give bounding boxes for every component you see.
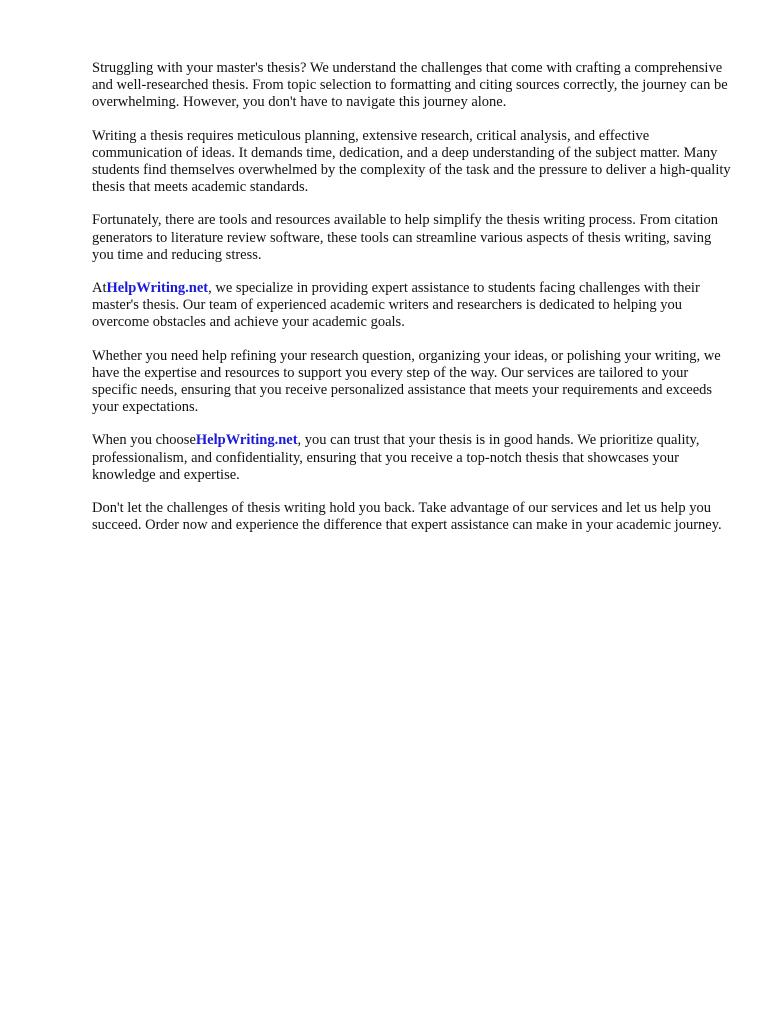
document-body xyxy=(92,60,732,550)
paragraph-text: , you can trust that your thesis is in good hands. We prioritize quality, professionalism, and confidentiality, ensuring that you receive a top-notch thesis that showcases your knowledge and expertise. xyxy=(92,432,700,483)
helpwriting-link[interactable]: HelpWriting.net xyxy=(106,280,209,297)
paragraph-text: Writing a thesis requires meticulous planning, extensive research, critical analysis, and effective communication of ideas. It demands time, dedication, and a deep understanding of the subject matter. Many students find themselves overwhelmed by the complexity of the task and the pressure to deliver a high-quality thesis that meets academic standards. xyxy=(92,127,731,196)
paragraph-support xyxy=(92,348,732,417)
paragraph-choose xyxy=(92,432,732,484)
paragraph-tools xyxy=(92,212,732,264)
paragraph-text: Whether you need help refining your research question, organizing your ideas, or polishing your writing, we have the expertise and resources to support you every step of the way. Our services are tailored to your specific needs, ensuring that you receive personalized assistance that meets your requirements and exceeds your expectations. xyxy=(92,347,721,416)
helpwriting-link[interactable]: HelpWriting.net xyxy=(195,432,298,449)
paragraph-intro xyxy=(92,60,732,112)
paragraph-lead-text: At xyxy=(92,280,107,297)
paragraph-lead-text: When you choose xyxy=(92,432,196,449)
paragraph-requirements xyxy=(92,128,732,197)
paragraph-closing xyxy=(92,500,732,534)
paragraph-text: Struggling with your master's thesis? We understand the challenges that come with crafting a comprehensive and well-researched thesis. From topic selection to formatting and citing sources correctly, the journey can be overwhelming. However, you don't have to navigate this journey alone. xyxy=(92,60,728,111)
paragraph-text: Don't let the challenges of thesis writing hold you back. Take advantage of our services and let us help you succeed. Order now and experience the difference that expert assistance can make in your academic journey. xyxy=(92,500,722,534)
paragraph-service xyxy=(92,280,732,332)
paragraph-text: Fortunately, there are tools and resources available to help simplify the thesis writing process. From citation generators to literature review software, these tools can streamline various aspects of thesis writing, saving you time and reducing stress. xyxy=(92,212,719,263)
paragraph-text: , we specialize in providing expert assistance to students facing challenges with their master's thesis. Our team of experienced academic writers and researchers is dedicated to helping you overcome obstacles and achieve your academic goals. xyxy=(92,280,700,331)
